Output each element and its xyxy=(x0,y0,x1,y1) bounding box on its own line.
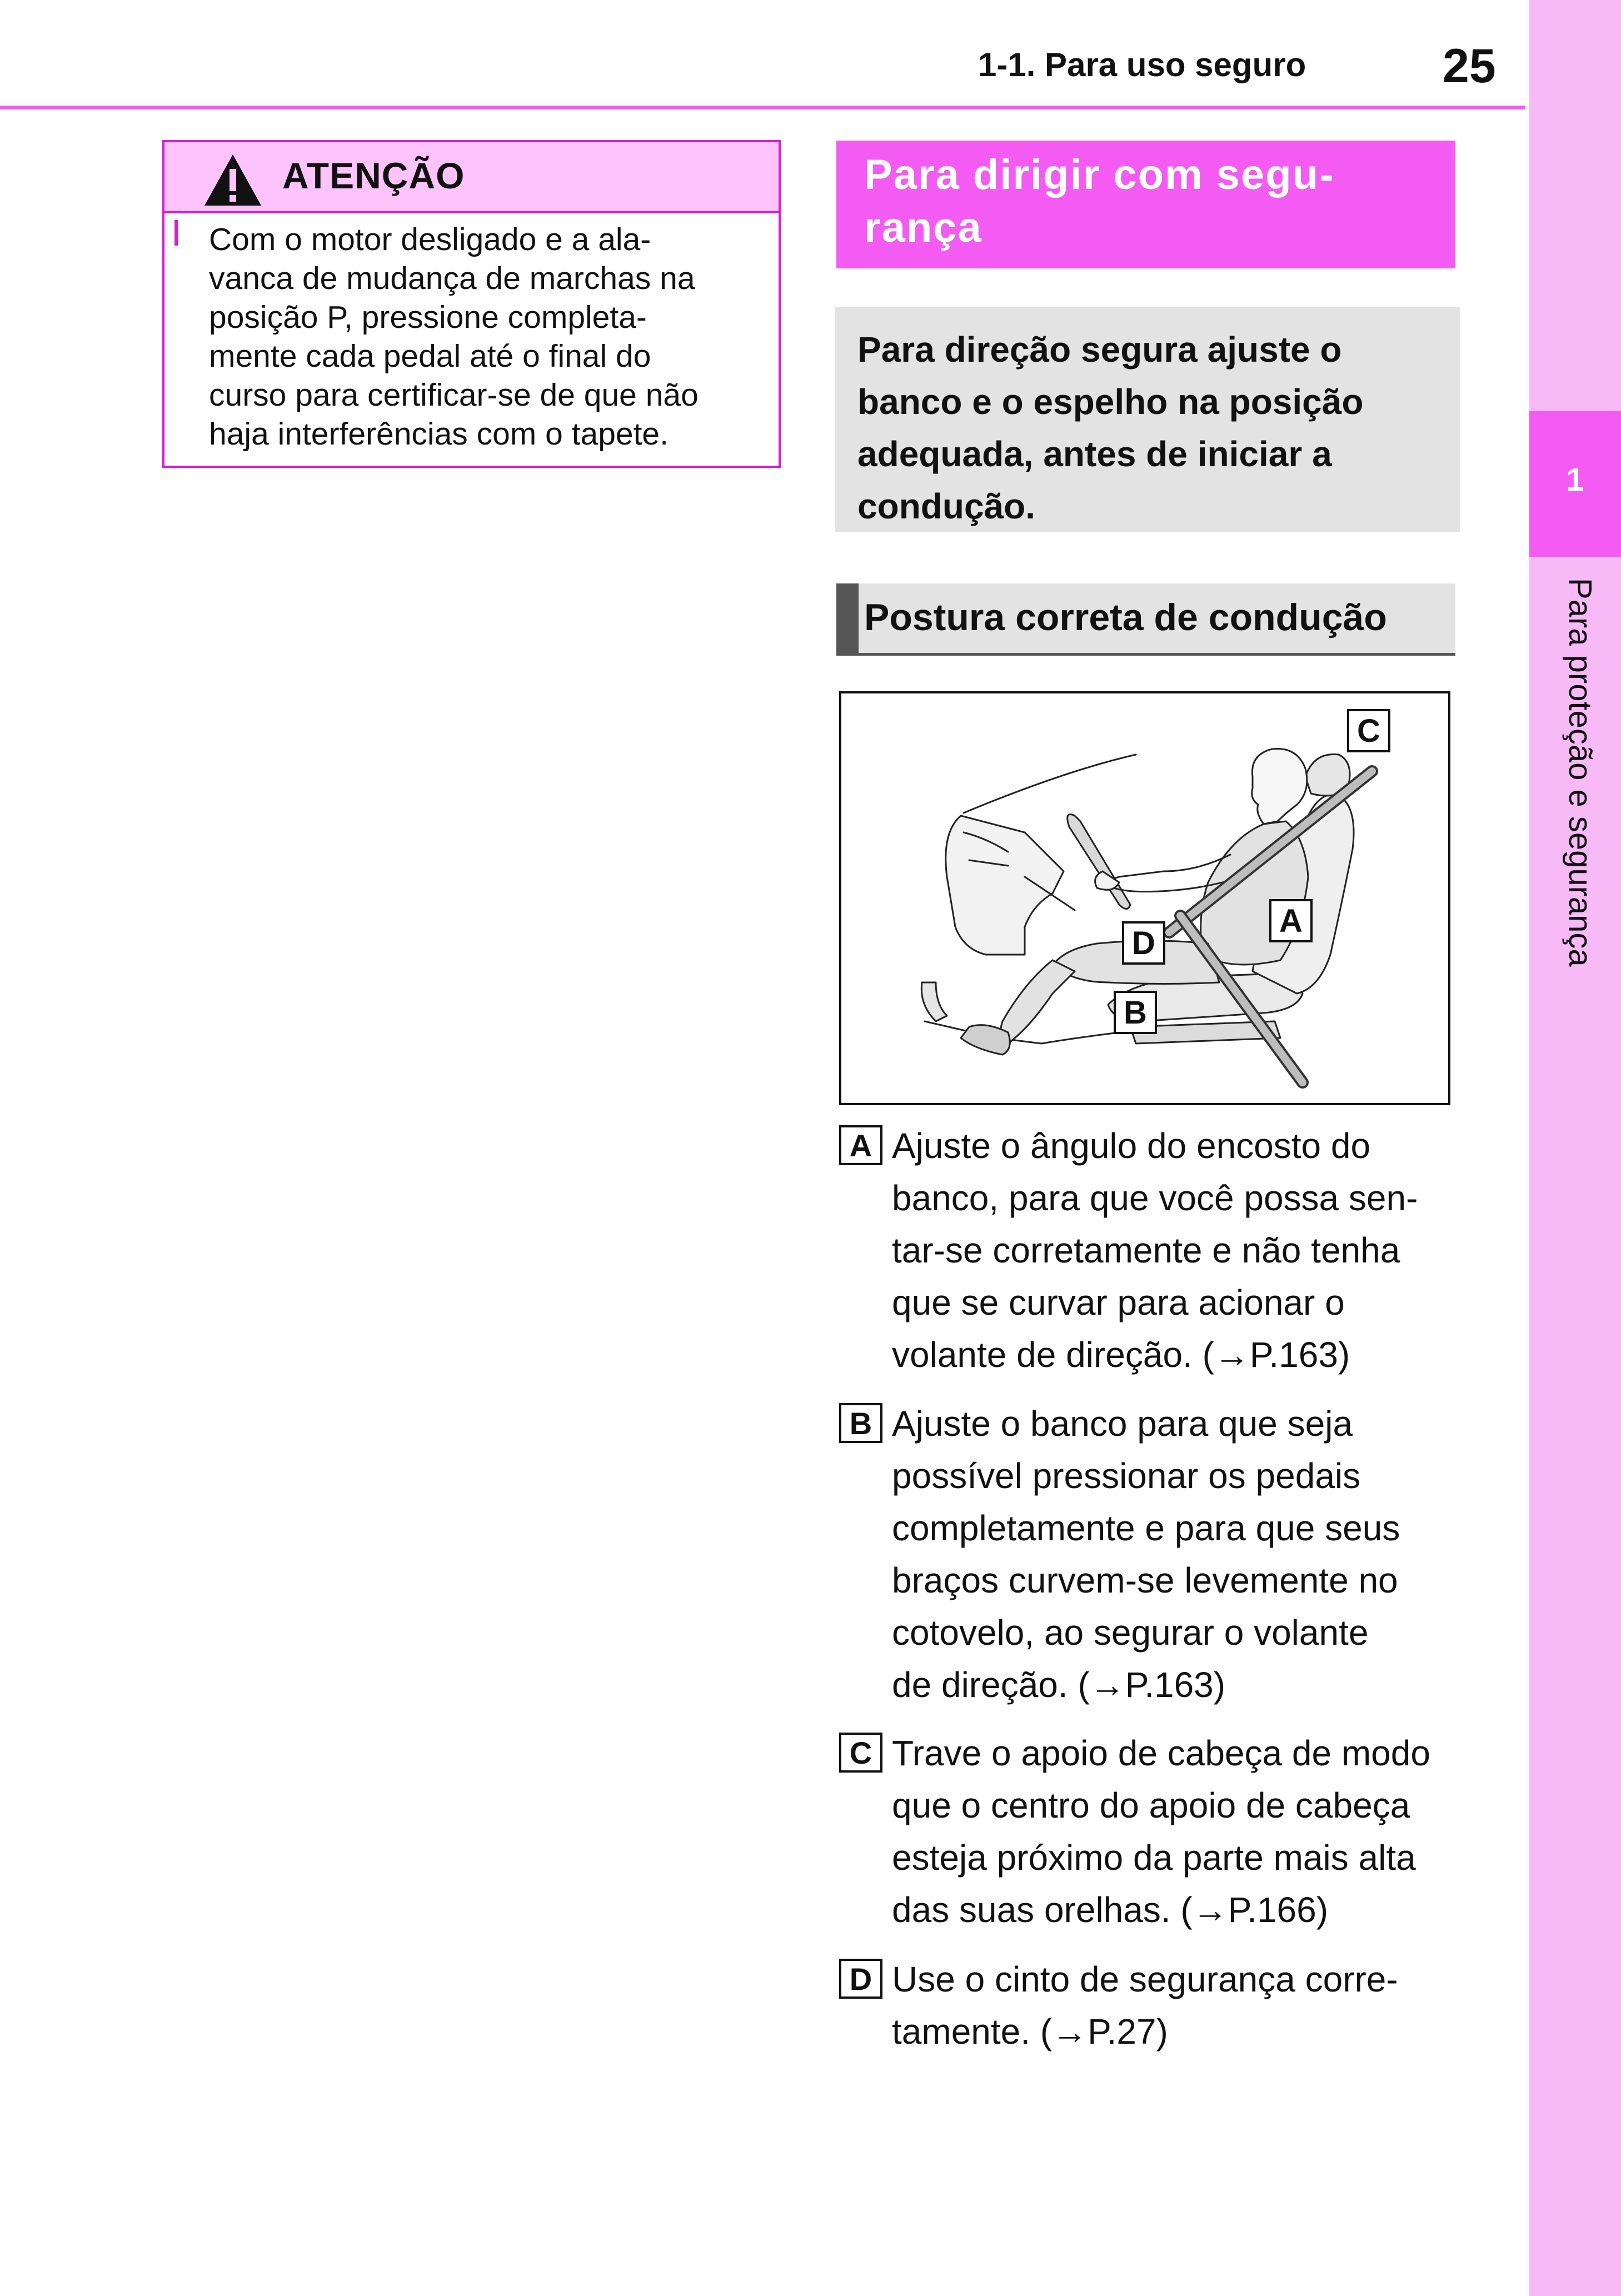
item-label: D xyxy=(839,1959,882,1999)
item-label: C xyxy=(839,1733,882,1773)
item-line: volante de direção. (→P.163) xyxy=(892,1335,1350,1375)
topic-title-line: Para dirigir com segu- xyxy=(864,151,1335,198)
item-line: tamente. (→P.27) xyxy=(892,2012,1168,2052)
item-line: banco, para que você possa sen- xyxy=(892,1178,1418,1218)
item-label: B xyxy=(839,1403,882,1443)
warning-line: mente cada pedal até o final do xyxy=(209,338,651,374)
page-number: 25 xyxy=(1443,39,1496,93)
item-line: Ajuste o ângulo do encosto do xyxy=(892,1126,1371,1166)
warning-header xyxy=(164,142,779,213)
item-line: possível pressionar os pedais xyxy=(892,1456,1361,1496)
item-line: Ajuste o banco para que seja xyxy=(892,1404,1353,1444)
subsection-marker xyxy=(836,583,859,653)
figure-label-d: D xyxy=(1122,921,1165,965)
warning-line: Com o motor desligado e a ala- xyxy=(209,222,651,257)
item-line: completamente e para que seus xyxy=(892,1508,1400,1548)
warning-line: haja interferências com o tapete. xyxy=(209,416,669,452)
warning-bullet xyxy=(174,220,178,246)
item-label: A xyxy=(839,1125,882,1165)
chapter-number: 1 xyxy=(1566,462,1584,498)
item-text xyxy=(892,1953,1398,2058)
item-line: Use o cinto de segurança corre- xyxy=(892,1959,1398,1999)
driving-posture-illustration xyxy=(841,693,1448,1103)
item-line: que se curvar para acionar o xyxy=(892,1282,1345,1322)
chapter-title-container xyxy=(1529,578,1621,1022)
item-text xyxy=(892,1397,1400,1711)
chapter-title: Para proteção e segurança xyxy=(1562,578,1598,967)
item-text xyxy=(892,1727,1430,1936)
warning-line: vanca de mudança de marchas na xyxy=(209,261,695,296)
topic-banner xyxy=(836,141,1455,268)
warning-triangle-icon xyxy=(202,152,263,208)
header-rule xyxy=(0,106,1525,109)
item-line: esteja próximo da parte mais alta xyxy=(892,1838,1416,1878)
item-text xyxy=(892,1120,1418,1381)
driving-posture-figure xyxy=(839,691,1450,1105)
subsection-bar xyxy=(836,583,1455,656)
item-line: de direção. (→P.163) xyxy=(892,1665,1226,1705)
item-line: Trave o apoio de cabeça de modo xyxy=(892,1733,1430,1773)
intro-line: adequada, antes de iniciar a xyxy=(857,434,1332,474)
warning-line: curso para certificar-se de que não xyxy=(209,377,699,413)
subsection-title: Postura correta de condução xyxy=(864,596,1387,638)
intro-line: Para direção segura ajuste o xyxy=(857,330,1342,370)
section-heading: 1-1. Para uso seguro xyxy=(978,46,1306,83)
warning-title: ATENÇÃO xyxy=(282,155,465,196)
topic-title-line: rança xyxy=(864,204,982,251)
figure-label-a: A xyxy=(1269,899,1313,942)
figure-label-b: B xyxy=(1114,991,1157,1034)
figure-label-c: C xyxy=(1347,709,1390,752)
item-line: tar-se corretamente e não tenha xyxy=(892,1230,1400,1270)
item-line: braços curvem-se levemente no xyxy=(892,1560,1398,1600)
warning-text xyxy=(209,220,765,453)
side-tab-strip xyxy=(1529,0,1621,2296)
intro-line: banco e o espelho na posição xyxy=(857,382,1364,422)
intro-box xyxy=(835,307,1460,532)
item-line: cotovelo, ao segurar o volante xyxy=(892,1613,1369,1653)
topic-title xyxy=(864,148,1334,254)
intro-line: condução. xyxy=(857,486,1036,526)
warning-line: posição P, pressione completa- xyxy=(209,300,647,335)
warning-box xyxy=(162,140,781,468)
item-line: das suas orelhas. (→P.166) xyxy=(892,1890,1329,1930)
item-line: que o centro do apoio de cabeça xyxy=(892,1785,1410,1825)
intro-text xyxy=(857,323,1447,532)
